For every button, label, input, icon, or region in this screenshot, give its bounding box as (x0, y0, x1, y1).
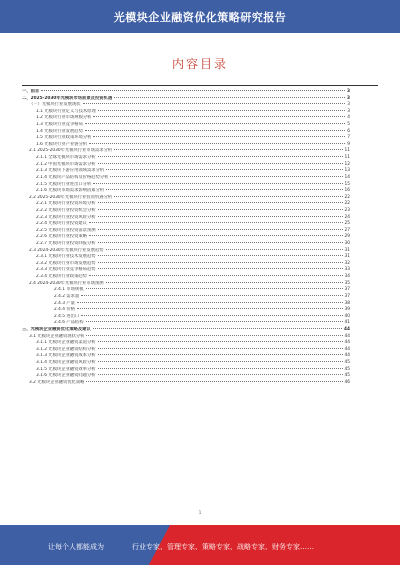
toc-entry-label: 2.4.4 价格 (54, 307, 75, 313)
toc-leader-dots (89, 140, 345, 144)
toc-entry-label: 1.1 光模块行业定义与技术原理 (36, 108, 96, 114)
toc-entry-page: 3 (347, 95, 350, 101)
toc-entry-label: 2.1.2 中国光模块市场需求分析 (36, 161, 96, 167)
toc-leader-dots (81, 292, 342, 296)
toc-leader-dots (77, 305, 343, 309)
toc-entry-page: 3 (347, 108, 350, 114)
toc-leader-dots (93, 133, 345, 137)
toc-entry-page: 31 (344, 254, 350, 260)
toc-entry-label: 2.1 2025-2030年光模块行业市场需求分析 (29, 148, 113, 154)
report-title: 光模块企业融资优化策略研究报告 (113, 11, 287, 24)
toc-entry-label: （一）光模块行业发展现状 (29, 102, 81, 108)
toc-leader-dots (98, 365, 343, 369)
toc-entry-label: 2.1.3 光模块下游应用领域需求分析 (36, 168, 105, 174)
toc-entry-label: 2.4.3 产量 (54, 300, 75, 306)
toc-leader-dots (77, 299, 343, 303)
toc-entry-page: 44 (344, 333, 350, 339)
toc-divider (22, 85, 378, 86)
toc-leader-dots (98, 107, 346, 111)
toc-entry-label: 二、2025-2030年光模块市场前景及投资机遇 (22, 95, 113, 101)
toc-leader-dots (110, 173, 342, 177)
toc-leader-dots (98, 199, 343, 203)
toc-entry-page: 15 (344, 181, 350, 187)
toc-leader-dots (93, 180, 342, 184)
toc-leader-dots (98, 153, 343, 157)
toc-entry-label: 2.3 2024-2030年光模块行业发展趋势 (29, 247, 104, 253)
toc-leader-dots (83, 100, 346, 104)
toc-entry-page: 6 (347, 128, 350, 134)
footer-banner (0, 525, 400, 565)
toc-entry-label: 2.2 2025-2030年光模块行业投资机遇分析 (29, 194, 113, 200)
footer-slogan: 让每个人都能成为 (48, 543, 104, 551)
toc-leader-dots (114, 193, 342, 197)
toc-entry-page: 7 (347, 135, 350, 141)
toc-entry-label: 2.1.4 光模块产品结构及价格趋势分析 (36, 174, 109, 180)
toc-leader-dots (89, 272, 343, 276)
toc-entry-label: 2.2.5 光模块行业投资前景预测 (36, 227, 96, 233)
toc-entry-page: 16 (344, 188, 350, 194)
toc-entry-label: 2.1.1 全球光模块市场需求分析 (36, 155, 96, 161)
toc-entry-label: 2.2.3 光模块行业投资风险分析 (36, 214, 96, 220)
toc-entry-page: 38 (344, 300, 350, 306)
toc-entry-page: 3 (347, 89, 350, 94)
toc-leader-dots (89, 232, 343, 236)
toc-entry-page: 22 (344, 194, 350, 200)
toc-entry-page: 3 (347, 102, 350, 108)
toc-leader-dots (86, 285, 343, 289)
toc-entry-page: 39 (344, 307, 350, 313)
toc-entry-page: 12 (344, 161, 350, 167)
toc-leader-dots (98, 351, 343, 355)
toc-entry-page: 41 (344, 320, 350, 326)
toc-entry-label: 2.2.4 光模块行业投资建议 (36, 221, 87, 227)
toc-entry-label: 3.1.2 光模块企业融资结构分析 (36, 346, 96, 352)
toc-entry-page: 14 (344, 174, 350, 180)
toc-leader-dots (93, 325, 342, 329)
toc-entry-label: 2.4 2024-2030年光模块行业市场预测 (29, 280, 104, 286)
toc-leader-dots (98, 213, 343, 217)
toc-entry-page: 40 (344, 313, 350, 319)
toc-leader-dots (106, 279, 343, 283)
toc-entry-label: 3.2 光模块企业融资优化策略 (29, 379, 85, 385)
toc-leader-dots (114, 146, 342, 150)
toc-leader-dots (85, 120, 345, 124)
toc-entry-page: 9 (347, 141, 350, 147)
toc-entry-page: 23 (344, 207, 350, 213)
toc-leader-dots (86, 332, 342, 336)
toc-entry-page: 37 (344, 287, 350, 293)
toc-entry-page: 11 (344, 155, 350, 161)
toc-leader-dots (89, 219, 343, 223)
toc-entry-page: 45 (344, 373, 350, 379)
toc-leader-dots (86, 318, 343, 322)
toc-leader-dots (86, 378, 342, 382)
toc-leader-dots (93, 113, 345, 117)
toc-entry-label: 2.4.2 需求量 (54, 293, 80, 299)
toc-entry-label: 2.2.6 光模块行业投资策略 (36, 234, 87, 240)
toc-entry-page: 27 (344, 227, 350, 233)
toc-entry-label: 3.1.3 光模块企业融资成本分析 (36, 353, 96, 359)
toc-entry-page: 46 (344, 379, 350, 385)
toc-leader-dots (98, 252, 343, 256)
toc-entry-label: 2.2.2 光模块行业投资机会分析 (36, 207, 96, 213)
toc-leader-dots (98, 265, 343, 269)
toc-entry-page: 25 (344, 221, 350, 227)
report-header (0, 0, 400, 33)
toc-heading: 内容目录 (171, 57, 228, 71)
toc-leader-dots (41, 87, 345, 91)
toc-entry-label: 3.1.1 光模块企业融资渠道分析 (36, 340, 96, 346)
toc-entry-label: 2.1.6 光模块市场需求影响因素分析 (36, 188, 105, 194)
toc-entry-label: 2.1.5 光模块行业进出口分析 (36, 181, 92, 187)
toc-entry-label: 1.2 光模块行业市场规模分析 (36, 115, 92, 121)
toc-leader-dots (98, 371, 343, 375)
toc-entry-page: 22 (344, 201, 350, 207)
toc-leader-dots (114, 94, 345, 98)
toc-entry-page: 11 (344, 148, 350, 154)
toc-entry-label: 2.4.1 市场规模 (54, 287, 84, 293)
toc-entry-label: 2.3.3 光模块行业竞争格局趋势 (36, 267, 96, 273)
toc-entry-label: 1.3 光模块行业竞争格局 (36, 122, 83, 128)
toc-entry-label: 2.2.1 光模块行业投资环境分析 (36, 201, 96, 207)
toc-leader-dots (98, 206, 343, 210)
toc-entry-page: 44 (344, 353, 350, 359)
toc-leader-dots (106, 186, 342, 190)
toc-entry-page: 45 (344, 366, 350, 372)
toc-entry-page: 31 (344, 247, 350, 253)
toc-leader-dots (98, 259, 343, 263)
toc-entry-label: 一、前言 (22, 89, 40, 94)
toc-entry-page: 44 (344, 326, 350, 332)
toc-entry-label: 三、光模块企业融资优化策略及建议 (22, 326, 91, 332)
toc-leader-dots (98, 226, 343, 230)
toc-entry-label: 2.3.1 光模块行业技术发展趋势 (36, 254, 96, 260)
toc-list (22, 88, 350, 385)
toc-entry-page: 33 (344, 267, 350, 273)
toc-entry-page: 45 (344, 359, 350, 365)
footer-tagline: 行业专家、管理专家、策略专家、战略专家、财务专家…… (132, 543, 314, 551)
toc-leader-dots (98, 358, 343, 362)
toc-entry-page: 29 (344, 234, 350, 240)
toc-entry-page: 32 (344, 260, 350, 266)
toc-entry-page: 4 (347, 115, 350, 121)
toc-leader-dots (98, 239, 343, 243)
toc-entry-page: 35 (344, 280, 350, 286)
toc-entry-label: 3.1.4 光模块企业融资风险分析 (36, 359, 96, 365)
toc-entry-page: 13 (344, 168, 350, 174)
toc-entry-label: 2.3.4 光模块行业政策趋势 (36, 274, 87, 280)
toc-entry-label: 1.5 光模块行业政策环境分析 (36, 135, 92, 141)
toc-entry-page: 5 (347, 122, 350, 128)
toc-leader-dots (81, 312, 342, 316)
toc-entry-label: 2.4.6 产品结构 (54, 320, 84, 326)
toc-entry-label: 2.3.2 光模块行业市场发展趋势 (36, 260, 96, 266)
toc-entry-page: 37 (344, 293, 350, 299)
toc-entry-label: 3.1.5 光模块企业融资效率分析 (36, 366, 96, 372)
toc-entry-page: 44 (344, 340, 350, 346)
page-number: 1 (198, 510, 202, 515)
toc-entry-label: 3.1 光模块企业融资现状分析 (29, 333, 85, 339)
toc-leader-dots (85, 127, 345, 131)
toc-entry[interactable] (22, 379, 350, 386)
toc-entry-page: 44 (344, 346, 350, 352)
toc-leader-dots (98, 338, 343, 342)
toc-entry-label: 3.1.6 光模块企业融资问题分析 (36, 373, 96, 379)
toc-entry-label: 1.4 光模块行业发展趋势 (36, 128, 83, 134)
toc-entry-page: 24 (344, 214, 350, 220)
toc-leader-dots (98, 160, 343, 164)
toc-leader-dots (98, 345, 343, 349)
toc-entry-label: 1.6 光模块行业产业链分析 (36, 141, 88, 147)
toc-leader-dots (106, 166, 342, 170)
toc-entry-label: 2.4.5 进出口 (54, 313, 80, 319)
toc-entry-page: 30 (344, 241, 350, 247)
toc-entry-page: 34 (344, 274, 350, 280)
toc-leader-dots (106, 246, 343, 250)
toc-entry-label: 2.2.7 光模块行业投资回报分析 (36, 241, 96, 247)
